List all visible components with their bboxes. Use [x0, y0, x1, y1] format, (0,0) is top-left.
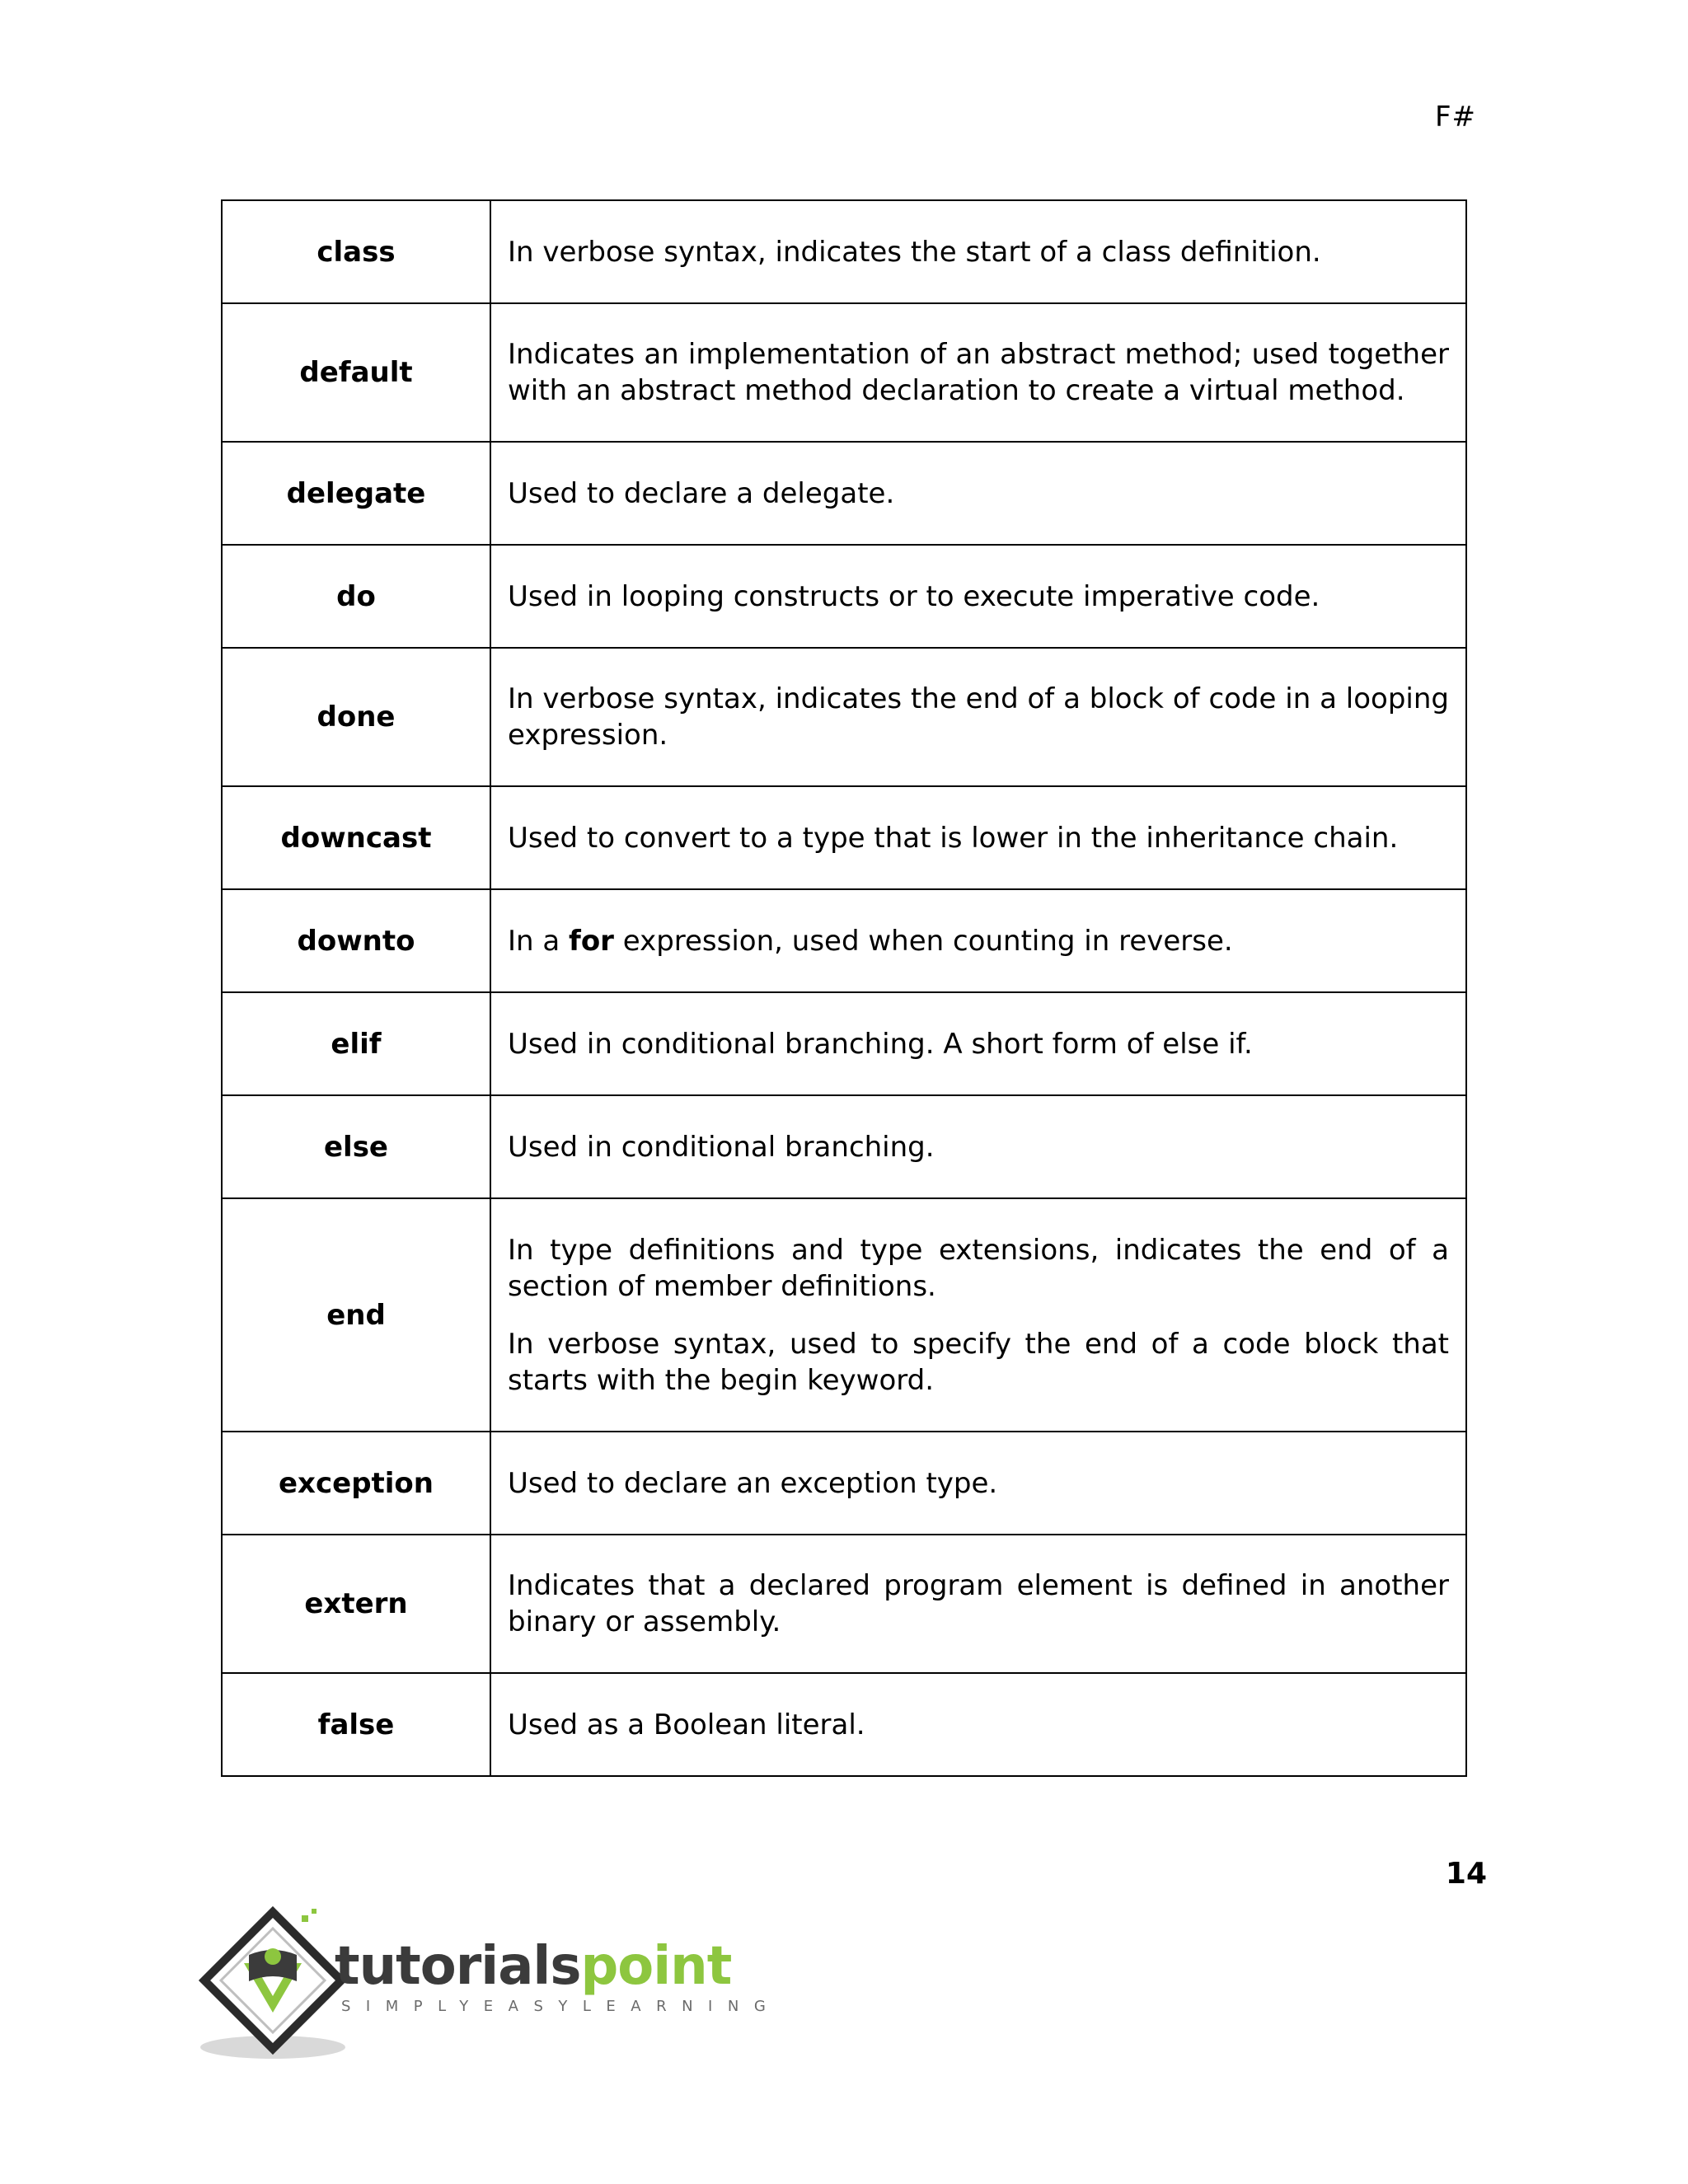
- keyword-cell: do: [222, 545, 490, 648]
- description-cell: [490, 786, 1466, 889]
- description-text: Used in conditional branching.: [508, 1130, 935, 1164]
- description-text: [508, 923, 1449, 959]
- table-row: [222, 1673, 1466, 1776]
- description-cell: [490, 303, 1466, 442]
- keyword-cell: class: [222, 200, 490, 303]
- description-cell: [490, 1535, 1466, 1673]
- description-text: In verbose syntax, indicates the end of a block of code in a looping expression.: [508, 682, 1449, 752]
- table-row: [222, 1535, 1466, 1673]
- paragraph-gap: [508, 1305, 1449, 1326]
- table-row: [222, 992, 1466, 1095]
- description-cell: [490, 648, 1466, 786]
- table-row: [222, 1432, 1466, 1535]
- keyword-cell: else: [222, 1095, 490, 1198]
- table-row: [222, 303, 1466, 442]
- keyword-cell: exception: [222, 1432, 490, 1535]
- description-cell: [490, 545, 1466, 648]
- table-row: [222, 442, 1466, 545]
- description-keyword-for: for: [569, 924, 614, 958]
- table-row: [222, 786, 1466, 889]
- description-cell: [490, 992, 1466, 1095]
- page-number: 14: [1445, 1857, 1487, 1891]
- keyword-cell: extern: [222, 1535, 490, 1673]
- description-text: Used as a Boolean literal.: [508, 1708, 865, 1741]
- description-cell: [490, 1673, 1466, 1776]
- description-text: In verbose syntax, used to specify the end of a code block that starts with the begin keyword.: [508, 1327, 1449, 1397]
- description-text: Used in looping constructs or to execute imperative code.: [508, 579, 1320, 613]
- tutorialspoint-logo: [195, 1905, 781, 2062]
- description-text: Used to declare a delegate.: [508, 476, 895, 510]
- keyword-cell: done: [222, 648, 490, 786]
- description-cell: [490, 1198, 1466, 1432]
- keyword-cell: delegate: [222, 442, 490, 545]
- running-header-title: F#: [1434, 101, 1476, 134]
- table-row: [222, 648, 1466, 786]
- description-text: Used to convert to a type that is lower in the inheritance chain.: [508, 821, 1399, 855]
- description-text: Indicates an implementation of an abstract method; used together with an abstract method declaration to create a virtual method.: [508, 338, 1449, 407]
- keyword-cell: default: [222, 303, 490, 442]
- description-cell: [490, 889, 1466, 992]
- description-text: Used in conditional branching. A short form of else if.: [508, 1027, 1253, 1061]
- description-text: Used to declare an exception type.: [508, 1466, 998, 1500]
- table-row: [222, 889, 1466, 992]
- description-cell: [490, 1095, 1466, 1198]
- description-cell: [490, 200, 1466, 303]
- description-text: Indicates that a declared program element is defined in another binary or assembly.: [508, 1569, 1449, 1638]
- logo-tagline: SIMPLYEASYLEARNING: [341, 1998, 781, 2015]
- keyword-cell: end: [222, 1198, 490, 1432]
- keyword-cell: elif: [222, 992, 490, 1095]
- table-row: [222, 1198, 1466, 1432]
- description-text-after: expression, used when counting in reverse.: [613, 924, 1233, 958]
- keyword-cell: downcast: [222, 786, 490, 889]
- keyword-cell: downto: [222, 889, 490, 992]
- table-row: [222, 1095, 1466, 1198]
- logo-wordmark: tutorialspoint: [335, 1936, 732, 1997]
- description-cell: [490, 1432, 1466, 1535]
- description-cell: [490, 442, 1466, 545]
- table-row: [222, 545, 1466, 648]
- keyword-cell: false: [222, 1673, 490, 1776]
- description-text-before: In a: [508, 924, 570, 958]
- keyword-table: [221, 199, 1467, 1777]
- description-text: In verbose syntax, indicates the start of a class definition.: [508, 235, 1321, 269]
- description-text: In type definitions and type extensions, indicates the end of a section of member definitions.: [508, 1233, 1449, 1303]
- table-row: [222, 200, 1466, 303]
